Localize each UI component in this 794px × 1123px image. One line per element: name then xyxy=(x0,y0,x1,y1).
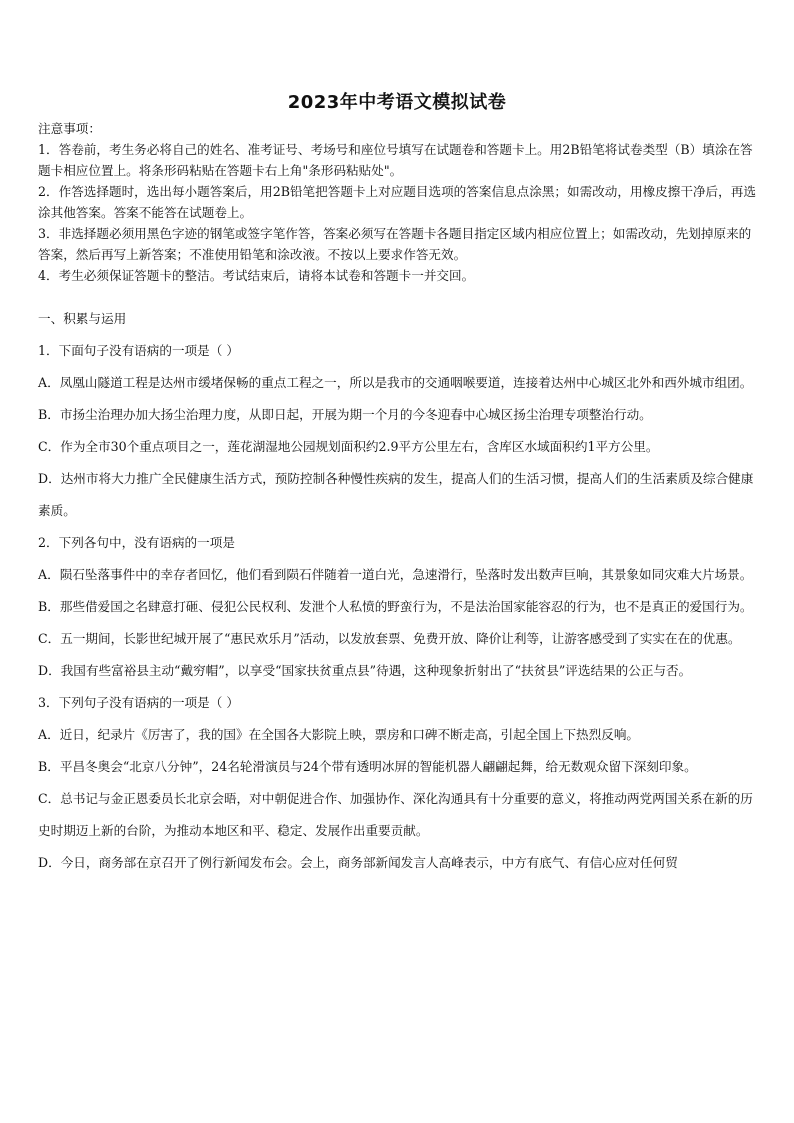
question-option: A．凤凰山隧道工程是达州市缓堵保畅的重点工程之一，所以是我市的交通咽喉要道，连接着达州中心城区北外和西外城市组团。 xyxy=(38,375,753,390)
notice-item: 2．作答选择题时，选出每小题答案后，用2B铅笔把答题卡上对应题目选项的答案信息点涂黑；如需改动，用橡皮擦干净后，再选涂其他答案。答案不能答在试题卷上。 xyxy=(38,184,756,220)
question-option: B．平昌冬奥会“北京八分钟”，24名轮滑演员与24个带有透明冰屏的智能机器人翩翩起舞，给无数观众留下深刻印象。 xyxy=(38,759,697,774)
question-option: A．陨石坠落事件中的幸存者回忆，他们看到陨石伴随着一道白光，急速滑行，坠落时发出数声巨响，其景象如同灾难大片场景。 xyxy=(38,567,753,582)
question-option: C．作为全市30个重点项目之一，莲花湖湿地公园规划面积约2.9平方公里左右，含库区水域面积约1平方公里。 xyxy=(38,439,659,454)
notice-heading: 注意事项： xyxy=(38,121,101,136)
question-stem: 2．下列各句中，没有语病的一项是 xyxy=(38,535,235,550)
page-title: 2023年中考语文模拟试卷 xyxy=(287,92,507,113)
question-option: C．五一期间，长影世纪城开展了“惠民欢乐月”活动，以发放套票、免费开放、降价让利等，让游客感受到了实实在在的优惠。 xyxy=(38,631,741,646)
question-option: B．那些借爱国之名肆意打砸、侵犯公民权利、发泄个人私愤的野蛮行为，不是法治国家能容忍的行为，也不是真正的爱国行为。 xyxy=(38,599,753,614)
question-option: B．市扬尘治理办加大扬尘治理力度，从即日起，开展为期一个月的今冬迎春中心城区扬尘治理专项整治行动。 xyxy=(38,407,652,422)
question-option: D．我国有些富裕县主动“戴穷帽”，以享受“国家扶贫重点县”待遇，这种现象折射出了“扶贫县”评选结果的公正与否。 xyxy=(38,663,692,678)
question-option: A．近日，纪录片《厉害了，我的国》在全国各大影院上映，票房和口碑不断走高，引起全国上下热烈反响。 xyxy=(38,727,640,742)
questions-block xyxy=(38,303,758,879)
notice-item: 1．答卷前，考生务必将自己的姓名、准考证号、考场号和座位号填写在试题卷和答题卡上。用2B铅笔将试卷类型（B）填涂在答题卡相应位置上。将条形码粘贴在答题卡右上角"条形码粘贴处"。 xyxy=(38,142,753,178)
question-stem: 3．下列句子没有语病的一项是（ ） xyxy=(38,695,239,710)
section-heading: 一、积累与运用 xyxy=(38,311,127,326)
notice-item: 4．考生必须保证答题卡的整洁。考试结束后，请将本试卷和答题卡一并交回。 xyxy=(38,268,475,283)
question-stem: 1．下面句子没有语病的一项是（ ） xyxy=(38,343,239,358)
notice-block xyxy=(38,118,758,286)
notice-item: 3．非选择题必须用黑色字迹的钢笔或签字笔作答，答案必须写在答题卡各题目指定区域内相应位置上；如需改动，先划掉原来的答案，然后再写上新答案；不准使用铅笔和涂改液。不按以上要求作答无效。 xyxy=(38,226,752,262)
question-option: D．今日，商务部在京召开了例行新闻发布会。会上，商务部新闻发言人高峰表示，中方有底气、有信心应对任何贸 xyxy=(38,855,678,870)
question-option: C．总书记与金正恩委员长北京会晤，对中朝促进合作、加强协作、深化沟通具有十分重要的意义，将推动两党两国关系在新的历史时期迈上新的台阶，为推动本地区和平、稳定、发展作出重要贡献。 xyxy=(38,791,753,838)
question-option: D．达州市将大力推广全民健康生活方式，预防控制各种慢性疾病的发生，提高人们的生活习惯，提高人们的生活素质及综合健康素质。 xyxy=(38,471,754,518)
